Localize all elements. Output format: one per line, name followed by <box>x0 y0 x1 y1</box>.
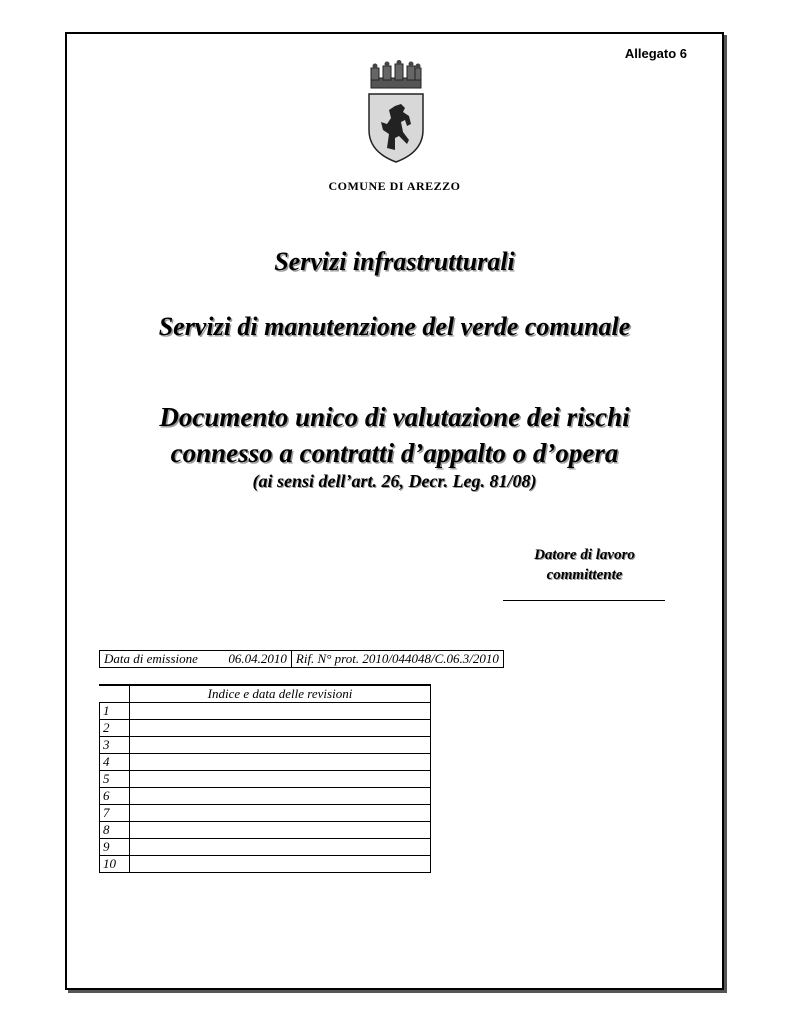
municipality-name: COMUNE DI AREZZO <box>328 179 461 193</box>
revision-number: 7 <box>100 805 130 822</box>
arezzo-crest-icon <box>365 60 427 164</box>
emission-date: 06.04.2010 <box>228 651 287 666</box>
revision-entry <box>130 771 431 788</box>
revision-entry <box>130 805 431 822</box>
attachment-label: Allegato 6 <box>624 46 687 61</box>
revisions-header-row <box>100 685 431 703</box>
revision-entry <box>130 703 431 720</box>
table-row <box>100 703 431 720</box>
title-line-2: Servizi di manutenzione del verde comunale <box>158 312 631 341</box>
table-row <box>100 754 431 771</box>
revision-number: 10 <box>100 856 130 873</box>
document-page <box>65 32 724 990</box>
emission-label: Data di emissione <box>104 651 198 666</box>
revisions-header: Indice e data delle revisioni <box>130 685 431 703</box>
revisions-header-spacer <box>100 685 130 703</box>
revision-number: 9 <box>100 839 130 856</box>
revision-number: 6 <box>100 788 130 805</box>
revision-entry <box>130 737 431 754</box>
table-row <box>100 839 431 856</box>
revision-entry <box>130 754 431 771</box>
title-line-4: connesso a contratti d’appalto o d’opera <box>170 438 619 468</box>
table-row <box>100 805 431 822</box>
revision-entry <box>130 720 431 737</box>
revision-number: 1 <box>100 703 130 720</box>
revision-entry <box>130 839 431 856</box>
table-row <box>100 737 431 754</box>
revision-number: 5 <box>100 771 130 788</box>
revision-entry <box>130 788 431 805</box>
signature-label-line-1: Datore di lavoro <box>534 547 635 563</box>
revision-number: 8 <box>100 822 130 839</box>
signature-label-line-2: committente <box>546 567 623 583</box>
revision-entry <box>130 822 431 839</box>
table-row <box>100 856 431 873</box>
revision-number: 3 <box>100 737 130 754</box>
legal-reference: (ai sensi dell’art. 26, Decr. Leg. 81/08) <box>252 471 537 491</box>
signature-line <box>503 600 665 601</box>
table-row <box>100 771 431 788</box>
revision-entry <box>130 856 431 873</box>
table-row <box>100 720 431 737</box>
title-line-1: Servizi infrastrutturali <box>274 247 515 276</box>
revision-number: 4 <box>100 754 130 771</box>
protocol-reference: Rif. N° prot. 2010/044048/C.06.3/2010 <box>291 651 503 668</box>
revisions-table <box>99 684 431 873</box>
emission-table <box>99 650 504 668</box>
table-row <box>100 788 431 805</box>
emission-date-cell <box>100 651 292 668</box>
title-line-3: Documento unico di valutazione dei rischi <box>159 402 630 432</box>
revision-number: 2 <box>100 720 130 737</box>
table-row <box>100 822 431 839</box>
